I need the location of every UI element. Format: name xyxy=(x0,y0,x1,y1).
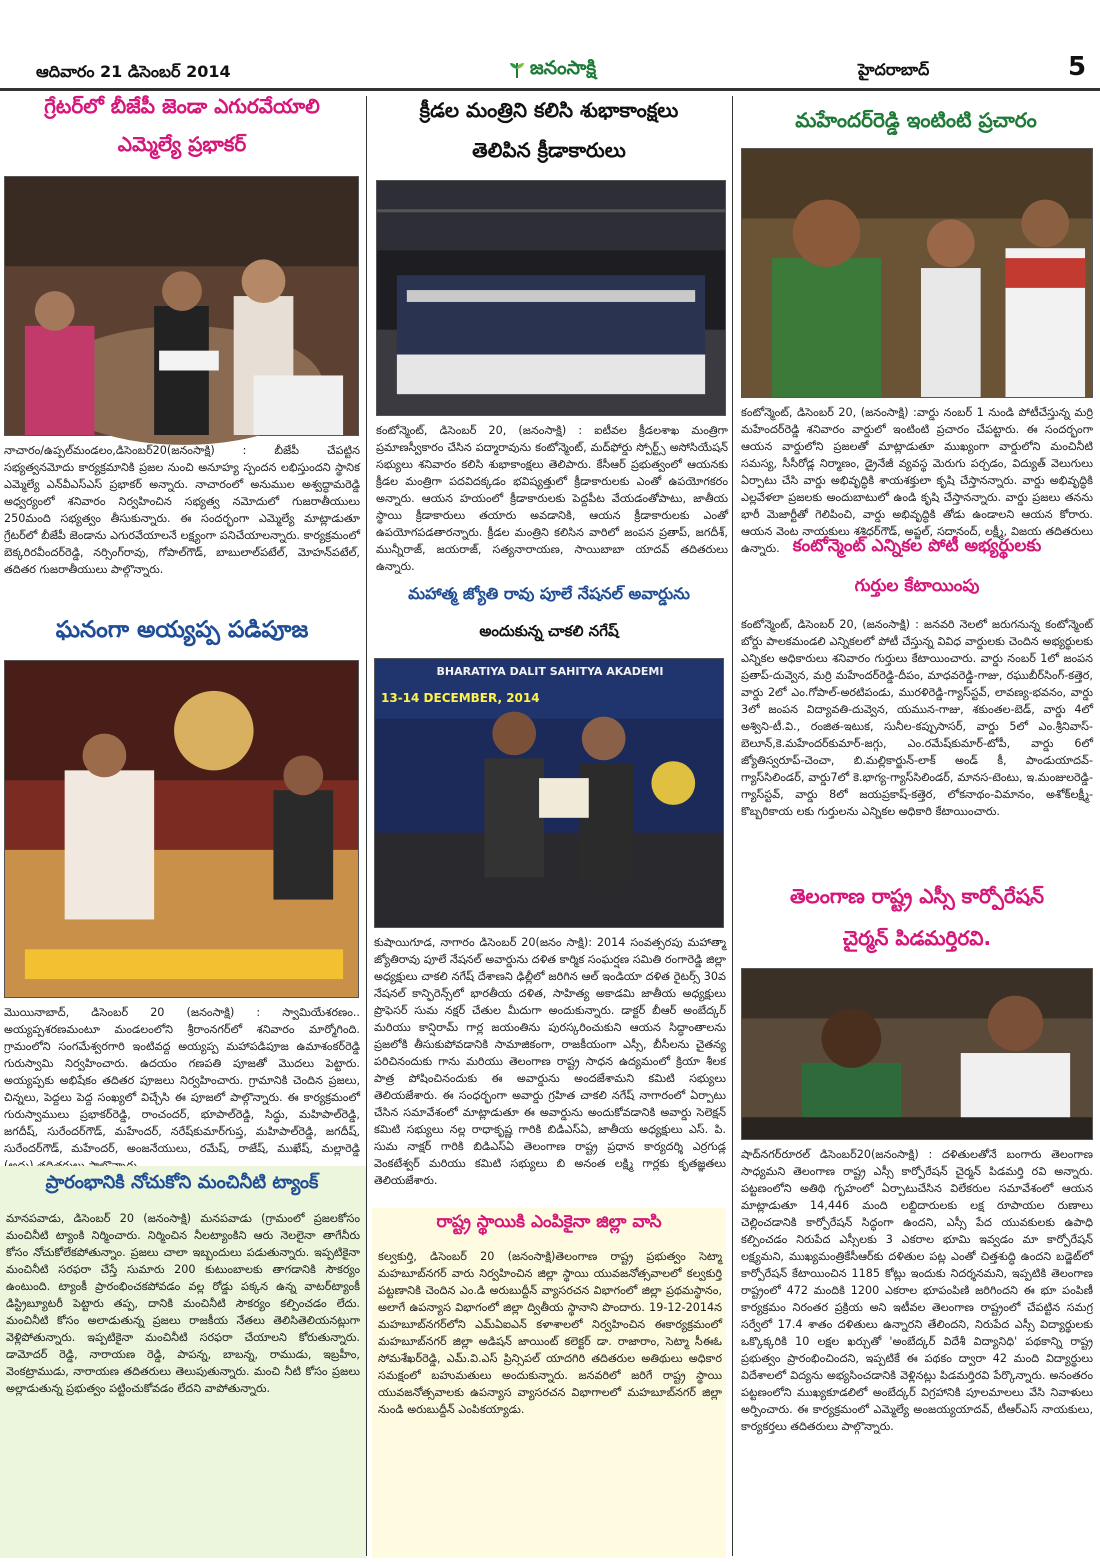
header-rule xyxy=(0,88,1100,91)
photo-mahender xyxy=(741,148,1093,398)
body-sports: కంటోన్మెంట్, డిసెంబర్ 20, (జనంసాక్షి) : ఐటీవల క్రీడలశాఖ మంత్రిగా ప్రమాణస్వీకారం చేసిన పద్మారావును కంటోన్మెంట్, మద్‌ఫోర్డు స్పోర్ట్స్ అసోసియేషన్ సభ్యులు శనివారం కలిసి శుభాకాంక్షలు తెలిపారు. కేసీఆర్ ప్రభుత్వంలో ఆయనకు క్రీడల మంత్రిగా పదవిదక్కడం భవిష్యత్తులో క్రీడాకారులకు ఎంతో ఉపయోగకరం అన్నారు. ఆయన హయంలో క్రీడాకారులకు పెద్దపీట వేయడంతోపాటు, జాతీయ స్థాయి క్రీడాకారులు తయారు అవడానికి, ఆయన క్రీడాకారులకు ఎంతో ఉపయోగపడతారన్నారు. క్రీడల మంత్రిని కలిసిన వారిలో జంపన ప్రతాప్, జగదీశ్, మున్నీరాజ్, జయరాజ్, సత్యనారాయణ, సాయిబాబా యాదవ్ తదితరులు ఉన్నారు. xyxy=(376,424,728,574)
photo-sc-corp xyxy=(741,968,1093,1140)
photo-phule-dates: 13-14 DECEMBER, 2014 xyxy=(381,691,540,705)
body-mahender: కంటోన్మెంట్, డిసెంబర్ 20, (జనంసాక్షి) :వార్డు నంబర్ 1 నుండి పోటీచేస్తున్న మర్రి మహేందర్‌రెడ్డి శనివారం వార్డులో ఇంటింటి ప్రచారం చేపట్టారు. ఈ సందర్భంగా ఆయన వార్డులోని ప్రజలతో మాట్లాడుతూ ముఖ్యంగా వార్డులోని మంచినీటి సమస్య, సీసీరోడ్ల నిర్మాణం, డ్రైనేజీ వ్యవస్థ మెరుగు పర్చడం, విద్యుత్ వెలుగులు ఏర్పాటు చేసి వార్డు అభివృద్ధికి శాయశక్తులా కృషి చేస్తానన్నారు. వార్డు అభివృద్ధికి ఎల్లవేళలా ప్రజలకు అందుబాటులో ఉండి కృషి చేస్తానన్నారు. వార్డు ప్రజలు తనను భారీ మెజార్టీతో గెలిపించి, వార్డు అభివృద్ధికి తోడు ఉండాలని ఆయన కోరారు. ఆయన వెంట నాయకులు శశిధర్‌గౌడ్, అప్జల్, సదానంద్, లక్ష్మీ, విజయ తదితరులు ఉన్నారు. xyxy=(741,406,1093,556)
article-sports xyxy=(366,94,732,580)
body-cantonment: కంటోన్మెంట్, డిసెంబర్ 20, (జనంసాక్షి) : జనవరి నెలలో జరుగనున్న కంటోన్మెంట్ బోర్డు పాలకమండలి ఎన్నికలలో పోటీ చేస్తున్న వివిధ వార్డులకు చెందిన అభ్యర్థులకు ఎన్నికల అధికారులు శనివారం గుర్తులు కేటాయించారు. వార్డు నంబర్ 1లో జంపన ప్రతాప్-దువ్వెన, మర్రి మహేందర్‌రెడ్డి-దీపం, మాధవరెడ్డి-గాజు, రఘుబీర్‌సింగ్-కత్తెర, వార్డు 2లో ఎం.గోపాల్-అరటిపండు, మురళిరెడ్డి-గ్యాస్‌స్టవ్, లావణ్య-భవనం, వార్డు 3లో జంపన విద్యావతి-దువ్వెన, యమున-గాజు, శకుంతల-బెడ్, వార్డు 4లో అశ్విని-టీ.వి., రంజిత-ఇటుక, సునీల-కప్పుసాసర్, వార్డు 5లో ఎం.శ్రీనివాస్-బెలూన్,కె.మహేందర్‌కుమార్-జగ్గు, ఎం.రమేష్‌కుమార్-టోపీ, వార్డు 6లో జ్యోతిస్వరూప్-చెంచా, బి.మల్లికార్జున్-లాక్ అండ్ కీ, పాండుయాదవ్-గ్యాస్‌సిలిండర్, వార్డు7లో కె.భాగ్య-గ్యాస్‌సిలిండర్, మానస-టెంటు, ఇ.మంజులరెడ్డి-గ్యాస్‌స్టవ్, వార్డు 8లో జయప్రకాష్-కత్తెర, లోకనాథం-విమానం, అశోక్‌లక్ష్మీ-కొబ్బరికాయ లకు గుర్తులను ఎన్నికల అధికారి కేటాయించారు. xyxy=(741,618,1093,819)
headline-bjp-2: ఎమ్మెల్యే ప్రభాకర్ xyxy=(117,132,247,156)
body-tank: మానపవాడు, డిసెంబర్ 20 (జనంసాక్షి) మనపవాడు (గ్రామంలో ప్రజలకోసం మంచినీటి ట్యాంకి నిర్మించారు. నిర్మించిన నీలట్యాంకిని ఆరు నెలలైనా తాగేనీరు కోసం నోచుకోలేకపోతున్నాం. ప్రజలు చాలా ఇబ్బందులు పడుతున్నారు. ఇప్పటికైనా మంచినీటి సరఫరా చేస్తే సుమారు 200 కుటుంబాలకు తాగడానికి సౌకర్యం ఉంటుంది. ట్యాంకీ ప్రారంభించకపోవడం వల్ల రోడ్డు పక్కన ఉన్న వాటర్‌ట్యాంకీ డిస్ట్రిబ్యూటరీ పెట్టారు తప్ప, దానికి మంచినీటి సౌకర్యం కల్పించడం లేదు. మంచినీటి కోసం అలాడుతున్న ప్రజలు రాజకీయ నేతలు తెలిసితెలియనట్లుగా వెళ్లిపోతున్నారు. ఇప్పటికైనా మంచినీటి సరఫరా చేయాలని కోరుతున్నారు. డామోదర్ రెడ్డి, నారాయణ రెడ్డి, పాపన్న, బాబన్న, రాముడు, ఇబ్రహీం, వెంకట్రాముడు, నారాయణ తదితరులు తెలుపుతున్నారు. మంచి నీటి కోసం ప్రజలు అల్లాడుతున్న ప్రభుత్వం పట్టించుకోవడం లేదని వాపోతున్నారు. xyxy=(6,1212,360,1396)
headline-tank: ప్రారంభానికి నోచుకోని మంచినీటి ట్యాంక్ xyxy=(45,1172,319,1193)
photo-ayyappa xyxy=(4,660,359,998)
masthead-logo-icon xyxy=(508,61,526,79)
headline-sports-1: క్రీడల మంత్రిని కలిసి శుభాకాంక్షలు xyxy=(419,98,679,122)
body-state: కల్వకుర్తి, డిసెంబర్ 20 (జనంసాక్షి)తెలంగాణ రాష్ట్ర ప్రభుత్వం సెట్మా మహబూబ్‌నగర్ వారు నిర్వహించిన జిల్లా స్థాయి యువజనోత్సవాలలో కల్వకుర్తి పట్టణానికి చెందిన ఎం.డి అరుబుద్దీన్ వ్యాసరచన విభాగంలో జిల్లా ప్రథమస్థానం, అలాగే ఉపన్యాస విభాగంలో జిల్లా ద్వితీయ స్థానాని పొందారు. 19-12-2014న మహబూబ్‌నగర్‌లోని ఎమ్ఏఐఎన్ కళాశాలలో నిర్వహించిన ఈకార్యక్రమంలో మహబూబ్‌నగర్ జిల్లా అడిషన్ జాయింట్ కలెక్టర్ డా. రాజారాం, సెట్మా సీఈఓ సోమశేఖర్‌రెడ్డి, ఎమ్.వి.ఎస్ ప్రిన్సిపల్ యాదగిరి తదితరుల అతిథులు అధికార సమక్షంలో బహుమతులు అందుకున్నారు. జనవరిలో జరిగే రాష్ట్ర స్థాయి యువజనోత్సవాలకు ఉపన్యాస వ్యాసరచన విభాగాలలో మహబూబ్‌నగర్ జిల్లా నుండి అరుబుద్దీన్ ఎంపికయ్యాడు. xyxy=(378,1250,722,1417)
page-number: 5 xyxy=(1068,52,1087,82)
page-header xyxy=(0,0,1100,92)
headline-bjp-1: గ్రేటర్‌లో బీజేపీ జెండా ఎగురవేయాలి xyxy=(44,94,320,118)
photo-phule xyxy=(374,658,724,928)
body-phule: కుషాయిగూడ, నాగారం డిసెంబర్ 20(జనం సాక్షి): 2014 సంవత్సరపు మహాత్మా జ్యోతిరావు పూలే నేషనల్ అవార్డును దళిత కార్మిక సంఘర్షణ సమితి రంగారెడ్డి జిల్లా అధ్యక్షులు చాకలి నగేష్ దేశాణని ఢిల్లీలో జరిగిన ఆల్ ఇండియా దళిత రైటర్స్ 30వ నేషనల్ కాన్ఫిరెన్స్‌లో భారతీయ దళిత, సాహిత్య అకాడమి జాతీయ అధ్యక్షులు ప్రొఫెసర్ సుమ నక్షర్ చేతుల మీదుగా అందుకున్నారు. డాక్టర్ బీఆర్ అంబేద్కర్ మరియు కాన్షిరామ్ గార్ల జయంతిను పురస్కరించుకుని ఆయన సిద్ధాంతాలను ప్రజలోకి తీసుకుపోవడానికి సామాజికంగా, రాజకీయంగా ఎస్సీ, బీసీలను చైతన్య పరిచినందుకు గాను మరియు తెలంగాణ రాష్ట్ర సాధన ఉద్యమంలో క్రియా శీలక పాత్ర పోషించినందుకు ఈ అవార్డును అందజేశామని కమిటి సభ్యులు తెలియజేశారు. ఈ సంధర్భంగా అవార్డు గ్రహిత చాకలి నగేష్ నాగారంలో ఏర్పాటు చేసిన సమావేశంలో మాట్లాడుతూ ఈ అవార్డును అందుకోవడానికి అవార్డు సెలెక్షన్ కమిటి సభ్యులు నల్ల రాధాకృష్ణ గారికి బిడిఎస్ఏ, జాతీయ అధ్యక్షులు ఎస్. పి. సుమ నాక్షర్ గారికి బిడిఎస్ఏ తెలంగాణ రాష్ట్ర ప్రధాన కార్యదర్శి ఎర్రగుడ్ల వెంకటేశ్వర్ మరియు కమిటి సభ్యులు బి అనంత లక్ష్మి గార్లకు కృతజ్ఞతలు తెలియజేశారు. xyxy=(374,936,726,1188)
headline-sc-corp-2: చైర్మన్ పిడమర్తిరవి. xyxy=(842,926,992,950)
masthead xyxy=(486,54,618,86)
headline-ayyappa: ఘనంగా అయ్యప్ప పడిపూజ xyxy=(55,617,309,643)
headline-mahender: మహేందర్‌రెడ్డి ఇంటింటి ప్రచారం xyxy=(795,108,1037,132)
body-bjp: నాచారం/ఉప్పల్‌మండలం,డిసెంబర్20(జనంసాక్షి) : బీజేపీ చేపట్టిన సభ్యత్వనమోదు కార్యక్రమానికి ప్రజల నుంచి అనూహ్య స్పందన లభిస్తుందని స్థానిక ఎమ్మెల్యే ఎన్‌వీఎస్‌ఎస్ ప్రభాకర్ అన్నారు. నాచారంలో అనుముల అశ్వద్ధామరెడ్డి అధ్వర్యంలో శనివారం నిర్వహించిన సభ్యత్వ నమోదులో గుజరాతీయులు 250మంది సభ్యత్వం తీసుకున్నారు. ఈ సందర్భంగా ఎమ్మెల్యే మాట్లాడుతూ గ్రేటర్‌లో బీజేపీ జెండాను ఎగురవేయాలనే లక్ష్యంగా పనిచేయాలన్నారు. కార్యక్రమంలో బెక్కరిరవీందర్‌రెడ్డి, నర్సింగ్‌రావు, గోపాల్‌గౌడ్, బాబులాల్‌పటేల్, మోహన్‌పటేల్, తదితర గుజరాతీయులు పాల్గొన్నారు. xyxy=(4,444,360,577)
headline-sc-corp-1: తెలంగాణ రాష్ట్ర ఎస్సీ కార్పోరేషన్ xyxy=(789,884,1045,908)
article-phule xyxy=(366,584,732,1188)
masthead-title: జనంసాక్షి xyxy=(529,56,597,79)
article-cantonment xyxy=(733,536,1100,882)
headline-cantonment-2: గుర్తుల కేటాయింపు xyxy=(854,576,980,596)
headline-state: రాష్ట్ర స్థాయికి ఎంపికైనా జిల్లా వాసి xyxy=(436,1212,662,1232)
article-tank xyxy=(0,1166,366,1558)
body-ayyappa: మొయినాబాద్, డిసెంబర్ 20 (జనంసాక్షి) : స్వామియేశరణం.. అయ్యప్పశరణమంటూ మండలంలోని శ్రీరాంనగర్‌లో శనివారం మార్మోగింది. గ్రామంలోని సంగమేశ్వరగారి ఇంటివద్ద అయ్యప్ప మహాపడిపూజ ఉమాశంకర్‌రెడ్డి గురుస్వామి నిర్వహించారు. ఉదయం గణపతి పూజతో మొదలు పెట్టారు. అయ్యప్పకు అభిషేకం తదితర పూజలు నిర్వహించారు. గ్రామానికి చెందిన ప్రజలు, చిన్నలు, పెద్దలు పెద్ద సంఖ్యలో విచ్చేసి ఈ పూజలో పాల్గొన్నారు. ఈ కార్యక్రమంలో గురుస్వాములు ప్రభాకర్‌రెడ్డి, రాంచందర్, భూపాల్‌రెడ్డి, సిద్ధు, మహిపాల్‌రెడ్డి, జగదీష్, సురేందర్‌గౌడ్, మహేందర్, నరేష్‌కుమార్‌గుప్త, మహిపాల్‌రెడ్డి, జగదీష్, సురేందర్‌గౌడ్, మహేందర్, అంజనేయులు, రమేష్, రాజేష్, ముఖేష్, మల్లారెడ్డి xyxy=(4,1006,360,1156)
article-state xyxy=(372,1208,726,1558)
header-city: హైదరాబాద్ xyxy=(858,60,930,79)
article-ayyappa xyxy=(0,614,366,1162)
headline-sports-2: తెలిపిన క్రీడాకారులు xyxy=(472,138,626,162)
header-date: ఆదివారం 21 డిసెంబర్ 2014 xyxy=(36,62,231,81)
headline-phule-1: మహాత్మ జ్యోతి రావు పూలే నేషనల్ అవార్డును xyxy=(408,584,690,603)
headline-phule-2: అందుకున్న చాకలి నగేష్ xyxy=(479,622,619,640)
article-sc-corp xyxy=(733,884,1100,1558)
photo-phule-banner: BHARATIYA DALIT SAHITYA AKADEMI xyxy=(436,665,664,678)
photo-bjp xyxy=(4,176,359,436)
headline-cantonment-1: కంటోన్మెంట్ ఎన్నికల పోటీ అభ్యర్థులకు xyxy=(792,536,1042,556)
photo-sports xyxy=(376,180,726,416)
article-bjp xyxy=(0,94,366,608)
body-sc-corp: షాద్‌నగర్‌రూరల్ డిసెంబర్20(జనంసాక్షి) : దళితులతోనే బంగారు తెలంగాణ సాధ్యమని తెలంగాణ రాష్ట్ర ఎస్సీ కార్పోరేషన్ చైర్మన్ పిడమర్తి రవి అన్నారు. పట్టణంలోని అతిథి గృహంలో ఏర్పాటుచేసిన విలేకరుల సమావేశంలో ఆయన మాట్లాడుతూ 14,446 మంది లబ్దిదారులకు లక్ష రూపాయల రుణాలు చెల్లించడానికి కార్పోరేషన్ సిద్ధంగా ఉందని, ఎస్సీ పేద యువకులకు ఉపాధి కల్పించడం నిరుపేద ఎస్సీలకు 3 ఎకరాల భూమి ఇవ్వడం మా కార్పోరేషన్ లక్ష్యమని, ముఖ్యమంత్రికేసీఆర్‌కు దళితుల పట్ల ఎంతో చిత్తశుద్ధి ఉందని బడ్జెట్‌లో కార్పోరేషన్ కేటాయించిన 1185 కోట్లు ఇందుకు నిదర్శనమని, ఇప్పటికి తెలంగాణ రాష్ట్రంలో 472 మందికి 1200 ఎకరాల భూపంపిణి జరిగిందని ఈ భూ పంపిణీ కార్యక్రమం నిరంతర ప్రక్రియ అని ఇటీవల తెలంగాణ రాష్ట్రంలో చేపట్టిన సమగ్ర సర్వేలో 17.4 శాతం దళితులు ఉన్నారని తేలిందని, నిరుపేద ఎస్సీ విద్యార్థులకు ఒక్కొక్కరికి 10 లక్షల ఖర్చుతో 'అంబేద్కర్ విదేశీ విద్యానిధి' పథకాన్ని రాష్ట్ర ప్రభుత్వం ప్రారంభించిందని, ఇప్పటికే ఈ పథకం ద్వారా 42 మంది విద్యార్థులు విదేశాలలో విద్యను అభ్యసించడానికి వెళ్లినట్లు పిడమర్తిరవి పేర్కొన్నారు. అనంతరం పట్టణంలోని ముఖ్యకూడలిలో అంబేద్కర్ విగ్రహానికి పూలమాలలు వేసి నివాళులు అర్పించారు. ఈ కార్యక్రమంలో ఎమ్మెల్యే అంజయ్యయాదవ్, టీఆర్ఎస్ నాయకులు, కార్యకర్తలు తదితరులు పాల్గొన్నారు. xyxy=(741,1148,1093,1434)
